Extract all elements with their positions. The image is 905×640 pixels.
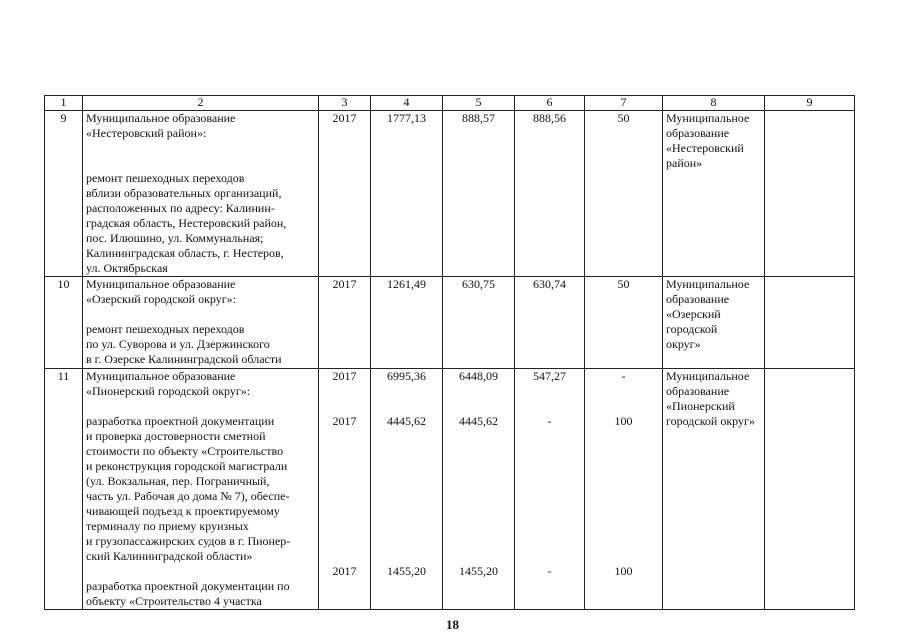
total-cell: 1261,49 [371,277,443,369]
amount-cell [443,369,515,610]
row-number: 9 [45,111,83,277]
amount-value: 1455,20 [459,564,498,578]
description-text: ремонт пешеходных переходов вблизи образовательных организаций, расположенных по адресу: Калинин- градская область, Нестеровский район, пос. Илюшино, ул. Коммунальная; Калининградская область, г. Нестеров, ул. Октябрьская [86,171,287,275]
document-table [44,95,855,610]
header-cell: 7 [585,96,663,111]
description-title: Муниципальное образование «Нестеровский район»: [86,111,236,140]
amount-value: 6448,09 [459,369,498,383]
year-cell [319,369,371,610]
table-row [45,277,855,369]
header-row [45,96,855,111]
total-cell [371,369,443,610]
row-number: 10 [45,277,83,369]
amount-value: 547,27 [533,369,566,383]
year-value: 2017 [332,414,357,428]
total-value: 4445,62 [387,414,426,428]
empty-cell [765,369,855,610]
description-cell [83,369,319,610]
amount-value: - [547,414,552,428]
amount-cell: 630,75 [443,277,515,369]
recipient-text: Муниципальное образование «Пионерский городской округ» [666,369,755,428]
percent-value: 100 [614,564,633,578]
recipient-cell [663,111,765,277]
header-cell: 3 [319,96,371,111]
recipient-text: Муниципальное образование «Озерский городской округ» [666,277,750,351]
amount-cell: 888,56 [515,111,585,277]
recipient-cell [663,369,765,610]
description-title: Муниципальное образование «Озерский городской округ»: [86,277,237,306]
table-row [45,369,855,610]
description-text: ремонт пешеходных переходов по ул. Суворова и ул. Дзержинского в г. Озерске Калининградской области [86,322,282,366]
amount-value: - [547,564,552,578]
page-number: 18 [446,617,459,632]
amount-cell: 630,74 [515,277,585,369]
description-cell [83,277,319,369]
year-value: 2017 [332,564,357,578]
description-cell [83,111,319,277]
header-cell: 6 [515,96,585,111]
description-text: разработка проектной документации и проверка достоверности сметной стоимости по объекту «Строительство и реконструкция городской магистрали (ул. Вокзальная, пер. Пограничный, часть ул. Рабочая до дома № 7), обеспе- чивающей подъезд к проектируемому терминалу по приему круизных и грузопассажирских судов в г. Пионер- ский Калининградской области» [86,414,291,563]
percent-cell: 50 [585,277,663,369]
amount-value: 4445,62 [459,414,498,428]
description-title: Муниципальное образование «Пионерский городской округ»: [86,369,251,398]
percent-value: - [621,369,626,383]
header-cell: 8 [663,96,765,111]
header-cell: 1 [45,96,83,111]
description-text: разработка проектной документации по объекту «Строительство 4 участка [86,579,290,608]
recipient-cell [663,277,765,369]
year-cell: 2017 [319,277,371,369]
percent-cell: 50 [585,111,663,277]
year-value: 2017 [332,369,357,383]
row-number: 11 [45,369,83,610]
header-cell: 2 [83,96,319,111]
amount-cell: 888,57 [443,111,515,277]
year-cell: 2017 [319,111,371,277]
header-cell: 5 [443,96,515,111]
header-cell: 4 [371,96,443,111]
empty-cell [765,111,855,277]
percent-value: 100 [614,414,633,428]
percent-cell [585,369,663,610]
recipient-text: Муниципальное образование «Нестеровский район» [666,111,750,170]
total-value: 6995,36 [387,369,426,383]
amount-cell [515,369,585,610]
total-cell: 1777,13 [371,111,443,277]
empty-cell [765,277,855,369]
table-row [45,111,855,277]
header-cell: 9 [765,96,855,111]
total-value: 1455,20 [387,564,426,578]
